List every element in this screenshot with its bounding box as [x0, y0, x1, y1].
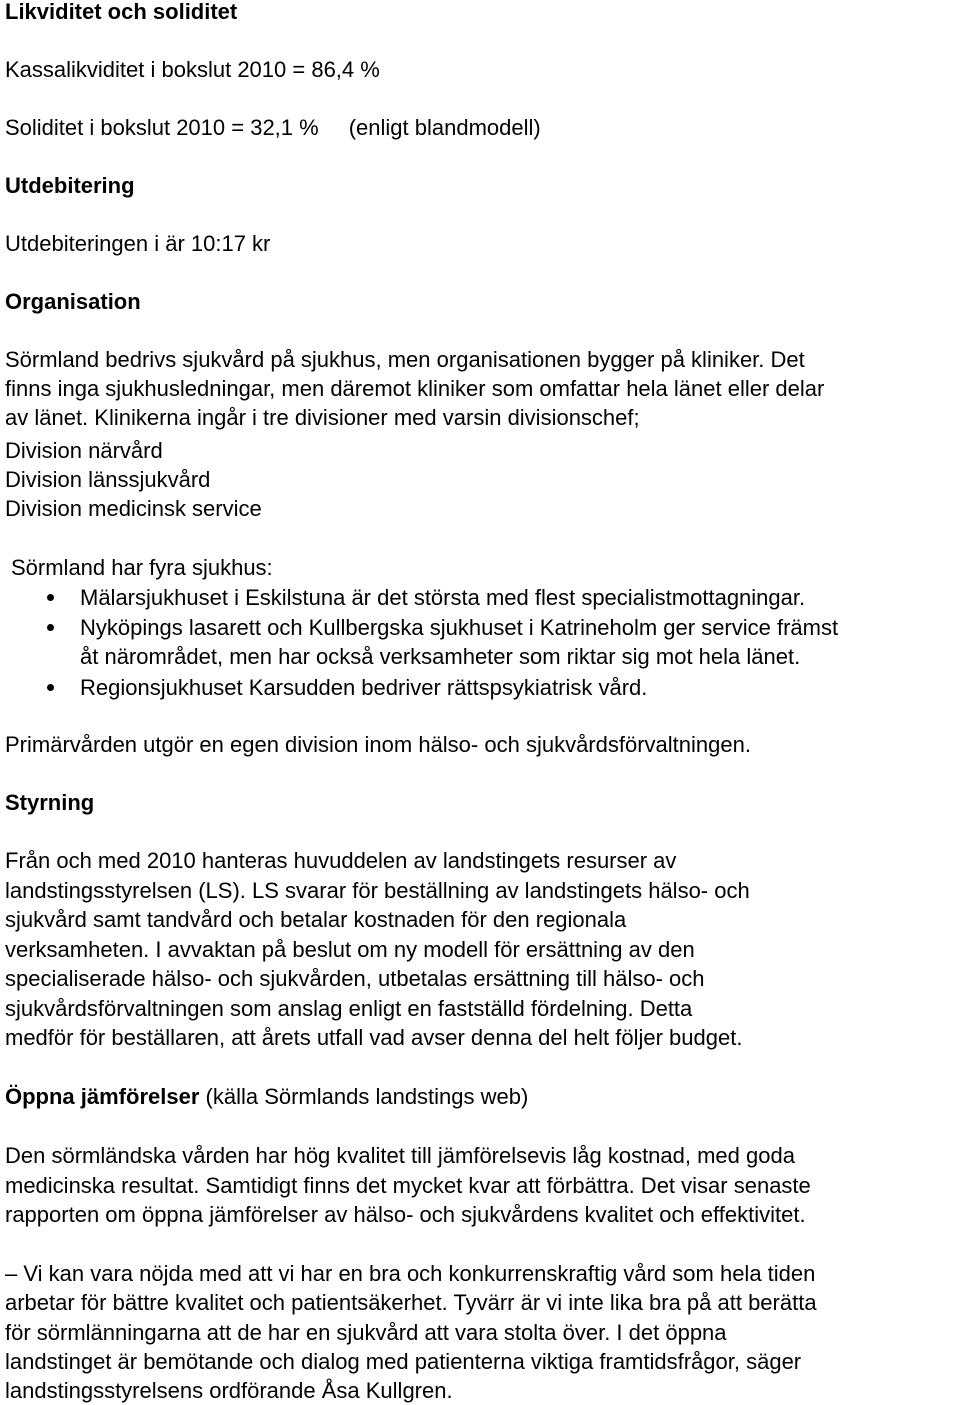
bullet-item-text: Regionsjukhuset Karsudden bedriver rättspsykiatrisk vård. — [80, 675, 648, 700]
organisation-line: finns inga sjukhusledningar, men däremot kliniker som omfattar hela länet eller delar — [5, 376, 825, 401]
division-item: Division närvård — [5, 438, 163, 463]
hospitals-intro: Sörmland har fyra sjukhus: — [11, 555, 273, 580]
liquidity-heading: Likviditet och soliditet — [5, 0, 238, 24]
quote-line: för sörmlänningarna att de har en sjukvård att vara stolta över. I det öppna — [5, 1320, 727, 1345]
division-item: Division länssjukvård — [5, 467, 211, 492]
quote-line: – Vi kan vara nöjda med att vi har en bra och konkurrenskraftig vård som hela tiden — [5, 1261, 816, 1286]
tax-heading: Utdebitering — [5, 173, 135, 198]
comparisons-heading: Öppna jämförelser — [5, 1084, 200, 1109]
solidity-note: (enligt blandmodell) — [348, 115, 541, 140]
governance-line: Från och med 2010 hanteras huvuddelen av landstingets resurser av — [5, 848, 677, 873]
comparisons-source: (källa Sörmlands landstings web) — [199, 1084, 529, 1109]
quote-line: landstinget är bemötande och dialog med patienterna viktiga framtidsfrågor, säger — [5, 1349, 802, 1374]
governance-line: verksamheten. I avvaktan på beslut om ny modell för ersättning av den — [5, 937, 695, 962]
bullet-icon — [47, 624, 54, 631]
quote-line: landstingsstyrelsens ordförande Åsa Kullgren. — [5, 1378, 453, 1403]
governance-line: sjukvård samt tandvård och betalar kostnaden för den regionala — [5, 907, 627, 932]
organisation-line: Sörmland bedrivs sjukvård på sjukhus, men organisationen bygger på kliniker. Det — [5, 347, 805, 372]
comparisons-line: medicinska resultat. Samtidigt finns det mycket kvar att förbättra. Det visar senaste — [5, 1173, 811, 1198]
quote-line: arbetar för bättre kvalitet och patientsäkerhet. Tyvärr är vi inte lika bra på att berätta — [5, 1290, 817, 1315]
organisation-line: av länet. Klinikerna ingår i tre divisioner med varsin divisionschef; — [5, 405, 640, 430]
bullet-icon — [47, 684, 54, 691]
comparisons-heading-line — [5, 1082, 528, 1111]
bullet-item-text: åt närområdet, men har också verksamheter som riktar sig mot hela länet. — [80, 644, 801, 669]
bullet-item-text: Mälarsjukhuset i Eskilstuna är det största med flest specialistmottagningar. — [80, 585, 806, 610]
bullet-icon — [47, 594, 54, 601]
governance-line: landstingsstyrelsen (LS). LS svarar för beställning av landstingets hälso- och — [5, 878, 750, 903]
division-item: Division medicinsk service — [5, 496, 262, 521]
bullet-item-text: Nyköpings lasarett och Kullbergska sjukhuset i Katrineholm ger service främst — [80, 615, 839, 640]
comparisons-line: rapporten om öppna jämförelser av hälso- och sjukvårdens kvalitet och effektivitet. — [5, 1202, 806, 1227]
tax-line: Utdebiteringen i är 10:17 kr — [5, 231, 271, 256]
governance-line: specialiserade hälso- och sjukvården, utbetalas ersättning till hälso- och — [5, 966, 705, 991]
comparisons-line: Den sörmländska vården har hög kvalitet till jämförelsevis låg kostnad, med goda — [5, 1143, 795, 1168]
governance-line: sjukvårdsförvaltningen som anslag enligt en fastställd fördelning. Detta — [5, 996, 693, 1021]
solidity-line — [5, 113, 541, 142]
primary-care-line: Primärvården utgör en egen division inom hälso- och sjukvårdsförvaltningen. — [5, 732, 751, 757]
governance-line: medför för beställaren, att årets utfall vad avser denna del helt följer budget. — [5, 1025, 743, 1050]
liquidity-line: Kassalikviditet i bokslut 2010 = 86,4 % — [5, 57, 380, 82]
solidity-value: Soliditet i bokslut 2010 = 32,1 % — [5, 115, 319, 140]
governance-heading: Styrning — [5, 790, 95, 815]
organisation-heading: Organisation — [5, 289, 141, 314]
